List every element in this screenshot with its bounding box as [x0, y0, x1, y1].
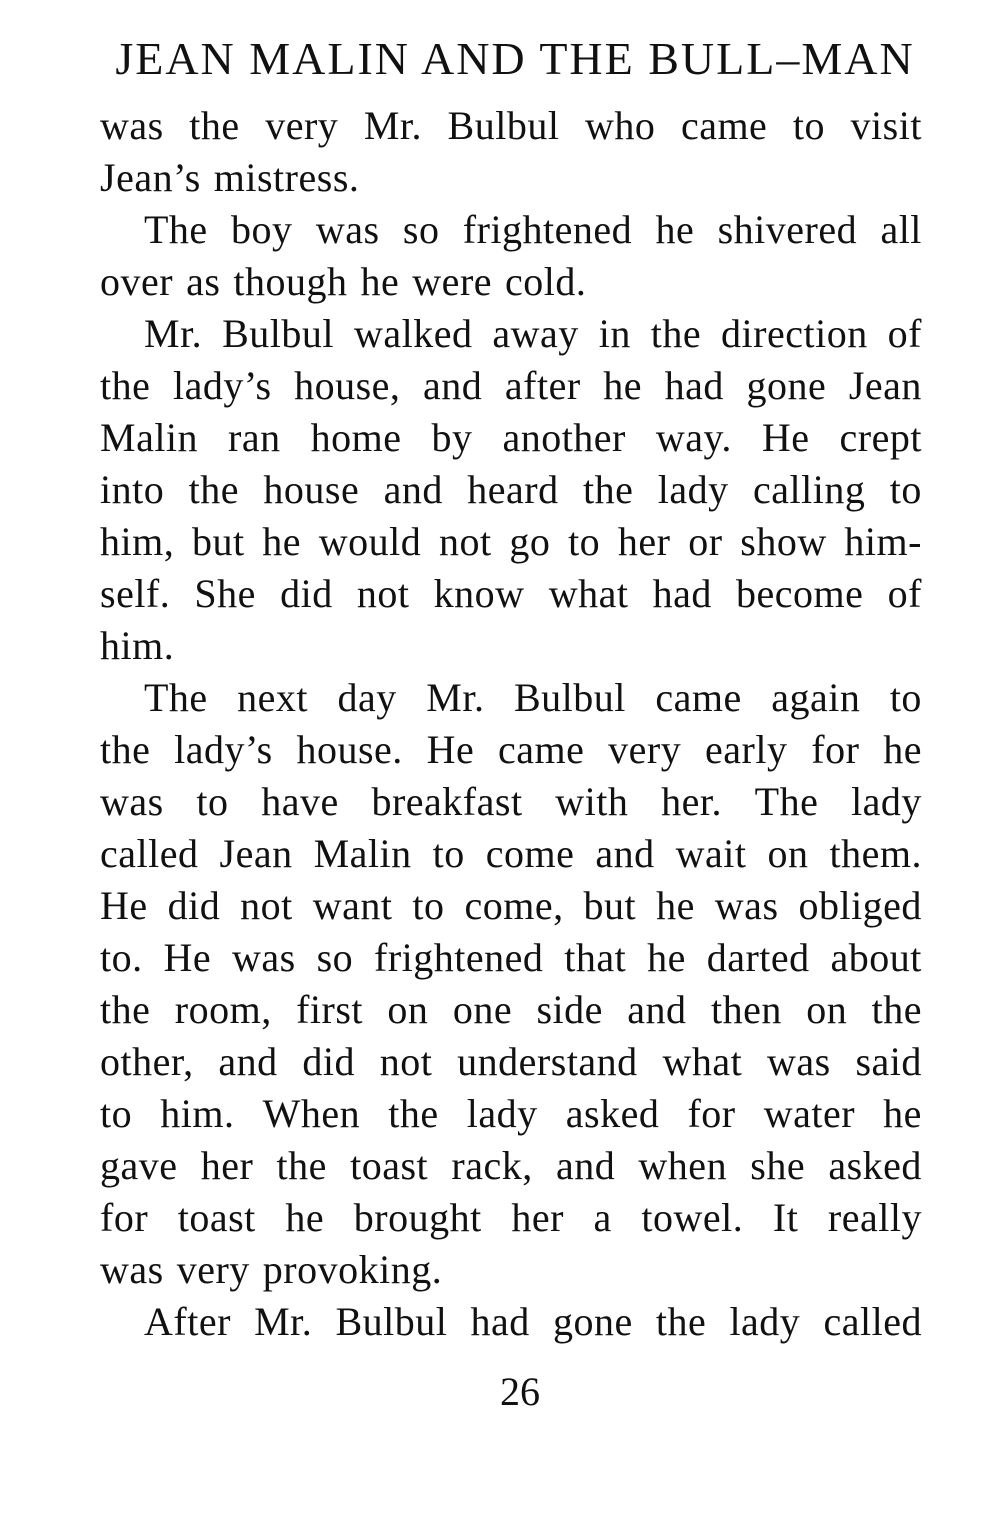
text-line: to him. When the lady asked for water he — [100, 1091, 922, 1136]
text-line: gave her the toast rack, and when she asked — [100, 1143, 922, 1188]
text-line: The boy was so frightened he shivered all — [144, 207, 922, 252]
running-head: JEAN MALIN AND THE BULL–MAN — [115, 33, 915, 84]
body-text — [100, 100, 922, 1348]
text-line: Mr. Bulbul walked away in the direction of — [144, 311, 922, 356]
book-page — [100, 28, 922, 1348]
text-line: him, but he would not go to her or show him- — [100, 519, 922, 564]
text-line: other, and did not understand what was said — [100, 1039, 922, 1084]
text-line: over as though he were cold. — [100, 259, 587, 304]
text-line: Malin ran home by another way. He crept — [100, 415, 922, 460]
text-line: the lady’s house. He came very early for he — [100, 727, 922, 772]
text-line: called Jean Malin to come and wait on them. — [100, 831, 922, 876]
text-line: the room, first on one side and then on the — [100, 987, 922, 1032]
text-line: into the house and heard the lady calling to — [100, 467, 922, 512]
text-line: for toast he brought her a towel. It really — [100, 1195, 922, 1240]
text-line: The next day Mr. Bulbul came again to — [144, 675, 922, 720]
text-line: He did not want to come, but he was obliged — [100, 883, 922, 928]
text-line: was very provoking. — [100, 1247, 443, 1292]
text-line: self. She did not know what had become of — [100, 571, 922, 616]
text-line: to. He was so frightened that he darted about — [100, 935, 922, 980]
text-line: him. — [100, 623, 175, 668]
text-line: Jean’s mistress. — [100, 155, 360, 200]
text-line: was to have breakfast with her. The lady — [100, 779, 922, 824]
text-line: was the very Mr. Bulbul who came to visit — [100, 103, 922, 148]
page-number: 26 — [500, 1369, 540, 1414]
text-line: After Mr. Bulbul had gone the lady called — [144, 1299, 922, 1344]
text-line: the lady’s house, and after he had gone Jean — [100, 363, 922, 408]
